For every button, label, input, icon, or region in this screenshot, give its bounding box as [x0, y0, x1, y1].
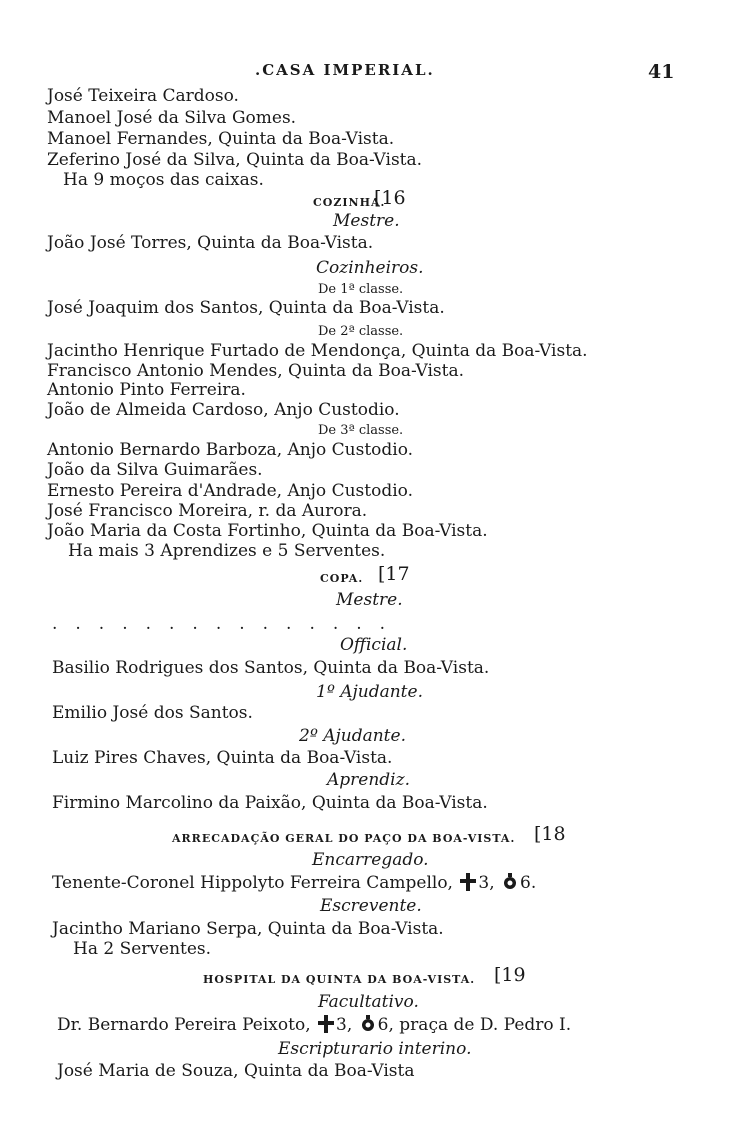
text-line: Ha mais 3 Aprendizes e 5 Serventes.: [68, 541, 386, 561]
text-line: Manoel Fernandes, Quinta da Boa-Vista.: [47, 129, 395, 149]
person-entry: Emilio José dos Santos.: [52, 703, 253, 723]
role-title: Aprendiz.: [327, 770, 410, 790]
page-header-title: .CASA IMPERIAL.: [255, 61, 435, 79]
person-entry: João José Torres, Quinta da Boa-Vista.: [47, 233, 374, 253]
leader-dots: ...............: [52, 614, 404, 634]
role-title: Encarregado.: [312, 850, 429, 870]
role-title: Cozinheiros.: [316, 258, 424, 278]
insignia-grade: 3,: [336, 1015, 353, 1035]
person-name: Tenente-Coronel Hippolyto Ferreira Campello,: [52, 873, 453, 893]
section-heading-cozinha: COZINHA.: [313, 196, 386, 209]
insignia-grade: 6,: [377, 1015, 394, 1035]
person-entry-facultativo: [57, 1015, 571, 1038]
role-title: Facultativo.: [318, 992, 419, 1012]
role-title: Escrevente.: [320, 896, 422, 916]
insignia-grade: 6.: [520, 873, 537, 893]
person-entry: José Joaquim dos Santos, Quinta da Boa-Vista.: [47, 298, 445, 318]
section-number: [16: [374, 187, 406, 209]
person-entry: Firmino Marcolino da Paixão, Quinta da Boa-Vista.: [52, 793, 488, 813]
section-heading-arrecadacao: ARRECADAÇÃO GERAL DO PAÇO DA BOA-VISTA.: [172, 832, 516, 845]
order-cross-icon: [318, 1015, 334, 1038]
order-cross-icon: [460, 873, 476, 896]
person-entry: José Francisco Moreira, r. da Aurora.: [47, 501, 368, 521]
class-label: De 1ª classe.: [318, 282, 404, 297]
section-number: [17: [378, 563, 410, 585]
person-entry: Jacintho Mariano Serpa, Quinta da Boa-Vista.: [52, 919, 444, 939]
person-entry: Francisco Antonio Mendes, Quinta da Boa-Vista.: [47, 361, 464, 381]
person-entry: Ernesto Pereira d'Andrade, Anjo Custodio.: [47, 481, 413, 501]
class-label: De 3ª classe.: [318, 423, 404, 438]
person-entry-encarregado: [52, 873, 536, 896]
text-line: Ha 9 moços das caixas.: [63, 170, 264, 190]
text-line: José Teixeira Cardoso.: [47, 86, 239, 106]
class-label: De 2ª classe.: [318, 324, 404, 339]
order-rose-icon: [360, 1015, 376, 1038]
text-line: Manoel José da Silva Gomes.: [47, 108, 297, 128]
person-entry: Antonio Pinto Ferreira.: [47, 380, 246, 400]
role-title: 2º Ajudante.: [299, 726, 406, 746]
section-heading-hospital: HOSPITAL DA QUINTA DA BOA-VISTA.: [203, 973, 476, 986]
person-address: praça de D. Pedro I.: [399, 1015, 572, 1035]
person-entry: Antonio Bernardo Barboza, Anjo Custodio.: [47, 440, 414, 460]
person-entry: João da Silva Guimarães.: [47, 460, 263, 480]
role-title: Mestre.: [336, 590, 403, 610]
person-entry: João de Almeida Cardoso, Anjo Custodio.: [47, 400, 400, 420]
person-entry: Luiz Pires Chaves, Quinta da Boa-Vista.: [52, 748, 393, 768]
section-number: [18: [534, 823, 566, 845]
person-entry: Basilio Rodrigues dos Santos, Quinta da Boa-Vista.: [52, 658, 490, 678]
person-name: Dr. Bernardo Pereira Peixoto,: [57, 1015, 311, 1035]
role-title: Escripturario interino.: [278, 1039, 472, 1059]
insignia-grade: 3,: [478, 873, 495, 893]
person-entry: José Maria de Souza, Quinta da Boa-Vista: [57, 1061, 415, 1081]
role-title: 1º Ajudante.: [316, 682, 423, 702]
text-line: Zeferino José da Silva, Quinta da Boa-Vista.: [47, 150, 423, 170]
person-entry: João Maria da Costa Fortinho, Quinta da Boa-Vista.: [47, 521, 488, 541]
page-number: 41: [648, 61, 675, 83]
role-title: Official.: [340, 635, 408, 655]
role-title: Mestre.: [333, 211, 400, 231]
section-number: [19: [494, 964, 526, 986]
person-entry: Jacintho Henrique Furtado de Mendonça, Quinta da Boa-Vista.: [47, 341, 588, 361]
text-line: Ha 2 Serventes.: [73, 939, 212, 959]
order-rose-icon: [502, 873, 518, 896]
section-heading-copa: COPA.: [320, 572, 364, 585]
